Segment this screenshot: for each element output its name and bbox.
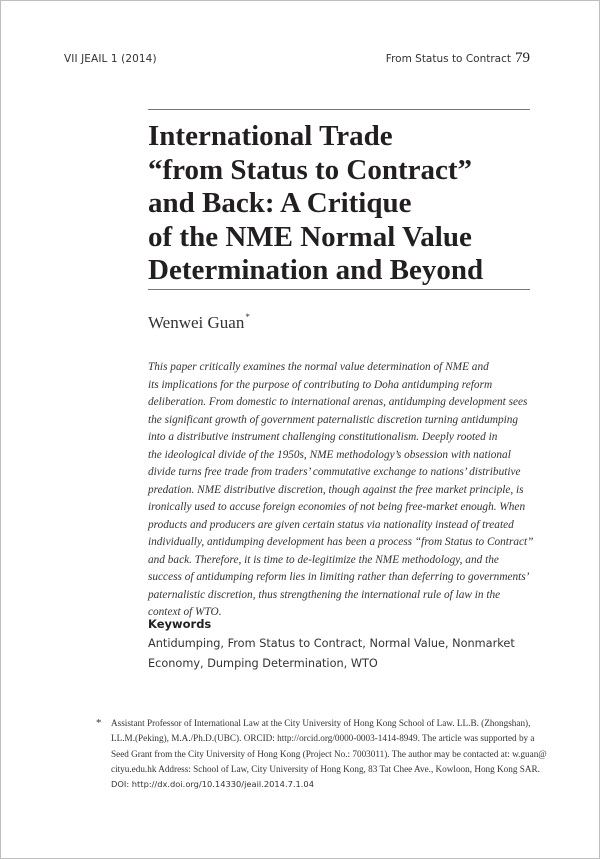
- abstract-line: its implications for the purpose of contributing to Doha antidumping reform: [148, 378, 493, 391]
- abstract-line: the significant growth of government paternalistic discretion turning antidumping: [148, 413, 519, 426]
- running-head-section: From Status to Contract: [385, 53, 511, 65]
- abstract-line: and back. Therefore, it is time to de-legitimize the NME methodology, and the: [148, 553, 499, 566]
- article-title: [148, 120, 538, 288]
- abstract-line: individually, antidumping development has been a process “from Status to Contract”: [148, 536, 534, 548]
- author-name: Wenwei Guan: [148, 313, 245, 332]
- author-footnote-marker[interactable]: *: [245, 312, 250, 322]
- footnote-line: Seed Grant from the City University of Hong Kong (Project No.: 7003011). The author may be contacted at: w.guan@: [111, 748, 547, 759]
- title-top-rule: [148, 109, 530, 110]
- page-number: 79: [515, 50, 530, 66]
- footnote-line: Assistant Professor of International Law at the City University of Hong Kong School of Law. LL.B. (Zhongshan),: [111, 718, 531, 728]
- abstract-line: This paper critically examines the normal value determination of NME and: [148, 361, 489, 373]
- title-line: International Trade: [148, 120, 393, 152]
- abstract: [148, 359, 532, 622]
- running-head-journal: VII JEAIL 1 (2014): [64, 53, 157, 65]
- keywords-heading: Keywords: [148, 617, 212, 631]
- abstract-line: deliberation. From domestic to international arenas, antidumping development sees: [148, 396, 528, 408]
- title-bottom-rule: [148, 289, 530, 290]
- abstract-line: predation. NME distributive discretion, though against the free market principle, is: [148, 483, 524, 496]
- abstract-line: context of WTO.: [148, 606, 222, 618]
- abstract-line: divide turns free trade from traders’ commutative exchange to nations’ distributive: [148, 466, 521, 478]
- title-line: of the NME Normal Value: [148, 220, 472, 253]
- title-line: and Back: A Critique: [148, 187, 412, 219]
- footnote-line: cityu.edu.hk Address: School of Law, City University of Hong Kong, 83 Tat Chee Ave., Kowloon, Hong Kong SAR.: [111, 763, 540, 774]
- keywords-line: Antidumping, From Status to Contract, Normal Value, Nonmarket: [148, 637, 515, 650]
- abstract-line: the ideological divide of the 1950s, NME methodology’s obsession with national: [148, 448, 511, 461]
- keywords-line: Economy, Dumping Determination, WTO: [148, 656, 378, 670]
- footnote-line: LL.M.(Peking), M.A./Ph.D.(UBC). ORCID: http://orcid.org/0000-0003-1414-8949. The article was supported by a: [111, 733, 535, 744]
- abstract-line: products and producers are given certain status via nationality instead of treated: [148, 518, 514, 531]
- abstract-line: into a distributive instrument challenging constitutionalism. Deeply rooted in: [148, 431, 498, 443]
- title-line: “from Status to Contract”: [148, 153, 473, 186]
- author-footnote: [111, 716, 547, 792]
- running-head-title: [386, 50, 530, 67]
- doi-link[interactable]: DOI: http://dx.doi.org/10.14330/jeail.2014.7.1.04: [111, 779, 314, 790]
- title-line: Determination and Beyond: [148, 254, 484, 286]
- abstract-line: paternalistic discretion, thus strengthening the international rule of law in the: [148, 588, 501, 601]
- keywords-list: [148, 634, 538, 673]
- author-line: [148, 312, 250, 333]
- footnote-marker: *: [96, 717, 102, 729]
- abstract-line: success of antidumping reform lies in limiting rather than deferring to governments’: [148, 571, 530, 583]
- abstract-line: ironically used to accuse foreign economies of not being free-market enough. When: [148, 501, 526, 513]
